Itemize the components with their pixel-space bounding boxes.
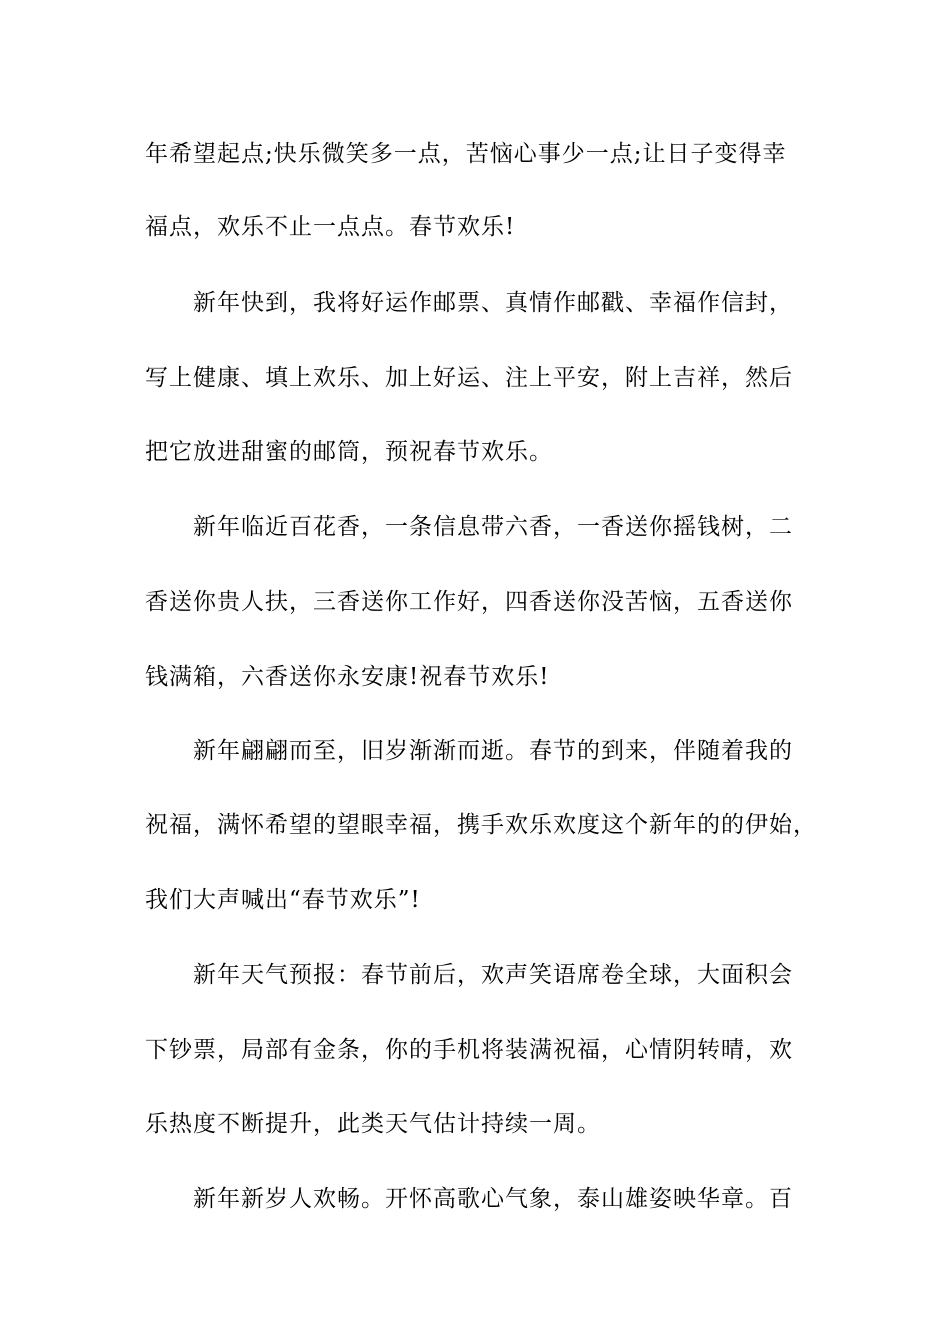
paragraph-start: 新年快到，我将好运作邮票、真情作邮戳、幸福作信封， [193,290,793,316]
paragraph-start: 新年临近百花香，一条信息带六香，一香送你摇钱树，二 [193,514,793,540]
text-line: 钱满箱，六香送你永安康!祝春节欢乐! [145,664,550,690]
text-line: 祝福，满怀希望的望眼幸福，携手欢乐欢度这个新年的的伊始， [145,812,817,838]
text-line: 香送你贵人扶，三香送你工作好，四香送你没苦恼，五香送你 [145,589,793,615]
paragraph-start: 新年天气预报：春节前后，欢声笑语席卷全球，大面积会 [193,962,793,988]
text-line: 写上健康、填上欢乐、加上好运、注上平安，附上吉祥，然后 [145,365,793,391]
text-line: 福点，欢乐不止一点点。春节欢乐! [145,214,516,240]
paragraph-start: 新年翩翩而至，旧岁渐渐而逝。春节的到来，伴随着我的 [193,738,793,764]
text-line: 把它放进甜蜜的邮筒，预祝春节欢乐。 [145,439,553,465]
text-line: 年希望起点;快乐微笑多一点，苦恼心事少一点;让日子变得幸 [145,141,787,167]
paragraph-start: 新年新岁人欢畅。开怀高歌心气象，泰山雄姿映华章。百 [193,1186,793,1212]
text-line: 下钞票，局部有金条，你的手机将装满祝福，心情阴转晴，欢 [145,1037,793,1063]
text-line: 乐热度不断提升，此类天气估计持续一周。 [145,1111,601,1137]
text-line: 我们大声喊出“春节欢乐”! [145,887,421,913]
